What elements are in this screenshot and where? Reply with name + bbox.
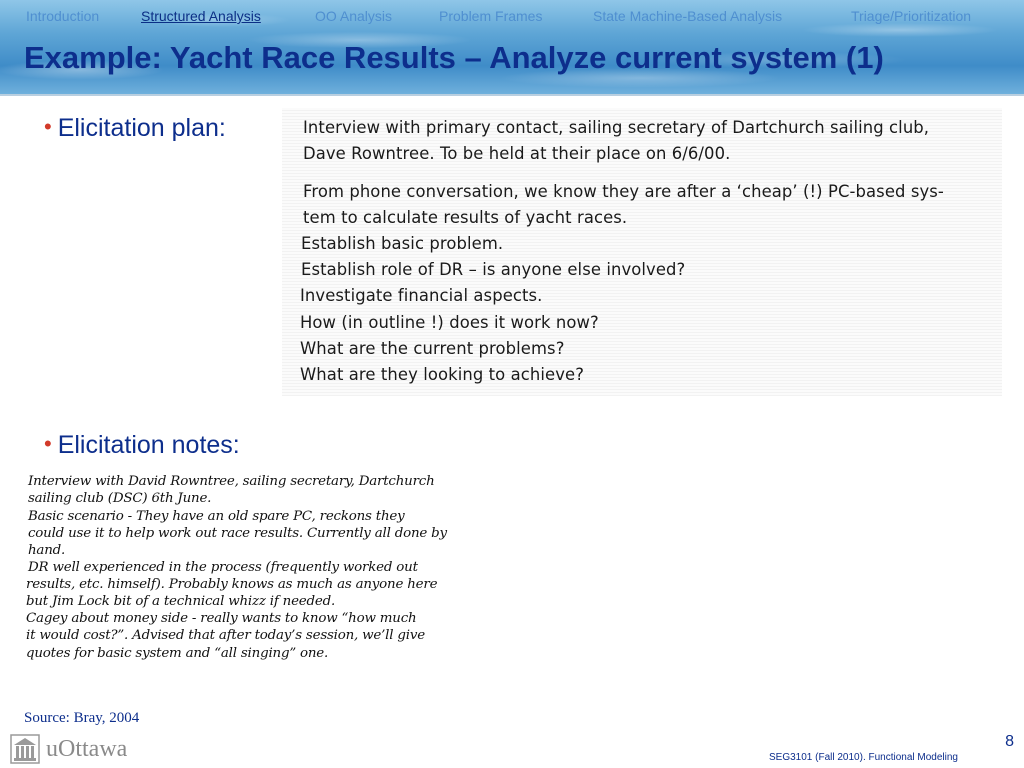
note-line: could use it to help work out race results. Currently all done by bbox=[28, 526, 447, 541]
plan-line: How (in outline !) does it work now? bbox=[300, 313, 599, 332]
elicitation-plan-image bbox=[282, 108, 1002, 396]
note-line: but Jim Lock bit of a technical whizz if needed. bbox=[26, 594, 336, 609]
plan-line: Interview with primary contact, sailing secretary of Dartchurch sailing club, bbox=[303, 118, 930, 137]
section-nav bbox=[0, 6, 1024, 28]
note-line: sailing club (DSC) 6th June. bbox=[28, 491, 212, 506]
note-line: Basic scenario - They have an old spare PC, reckons they bbox=[28, 509, 405, 524]
plan-line: Establish role of DR – is anyone else involved? bbox=[301, 260, 686, 279]
note-line: Cagey about money side - really wants to know “how much bbox=[26, 611, 417, 626]
nav-item-introduction[interactable]: Introduction bbox=[26, 8, 100, 24]
logo-text: uOttawa bbox=[46, 735, 128, 762]
bullet-label: Elicitation plan: bbox=[57, 114, 226, 142]
note-line: DR well experienced in the process (frequently worked out bbox=[28, 560, 418, 575]
bullet-dot-icon: • bbox=[44, 431, 52, 456]
elicitation-notes-image bbox=[22, 470, 498, 670]
nav-item-structured-analysis[interactable]: Structured Analysis bbox=[141, 8, 261, 24]
nav-item-problem-frames[interactable]: Problem Frames bbox=[439, 8, 543, 24]
nav-item-state-machine[interactable]: State Machine-Based Analysis bbox=[593, 8, 783, 24]
bullet-label: Elicitation notes: bbox=[57, 431, 240, 459]
note-line: hand. bbox=[28, 543, 66, 558]
slide-title: Example: Yacht Race Results – Analyze current system (1) bbox=[24, 40, 884, 75]
bullet-elicitation-notes bbox=[44, 431, 240, 460]
note-line: Interview with David Rowntree, sailing secretary, Dartchurch bbox=[28, 474, 435, 489]
note-line: it would cost?”. Advised that after today’s session, we’ll give bbox=[26, 628, 425, 643]
nav-item-triage[interactable]: Triage/Prioritization bbox=[851, 8, 972, 24]
plan-line: Investigate financial aspects. bbox=[300, 286, 543, 305]
plan-line: What are the current problems? bbox=[300, 339, 565, 358]
course-footer: SEG3101 (Fall 2010). Functional Modeling bbox=[769, 752, 958, 763]
slide-header bbox=[0, 0, 1024, 96]
nav-item-oo-analysis[interactable]: OO Analysis bbox=[315, 8, 393, 24]
university-building-icon bbox=[10, 734, 40, 764]
plan-line: Establish basic problem. bbox=[301, 234, 504, 253]
source-citation: Source: Bray, 2004 bbox=[24, 710, 140, 726]
bullet-dot-icon: • bbox=[44, 114, 52, 139]
plan-line: tem to calculate results of yacht races. bbox=[303, 208, 628, 227]
bullet-elicitation-plan bbox=[44, 114, 226, 143]
plan-line: Dave Rowntree. To be held at their place on 6/6/00. bbox=[303, 144, 731, 163]
plan-line: From phone conversation, we know they are after a ‘cheap’ (!) PC-based sys- bbox=[303, 182, 944, 201]
plan-line: What are they looking to achieve? bbox=[300, 365, 584, 384]
note-line: quotes for basic system and “all singing” one. bbox=[26, 646, 329, 661]
note-line: results, etc. himself). Probably knows as much as anyone here bbox=[26, 577, 438, 592]
page-number: 8 bbox=[1005, 733, 1014, 750]
uottawa-logo bbox=[10, 732, 127, 766]
